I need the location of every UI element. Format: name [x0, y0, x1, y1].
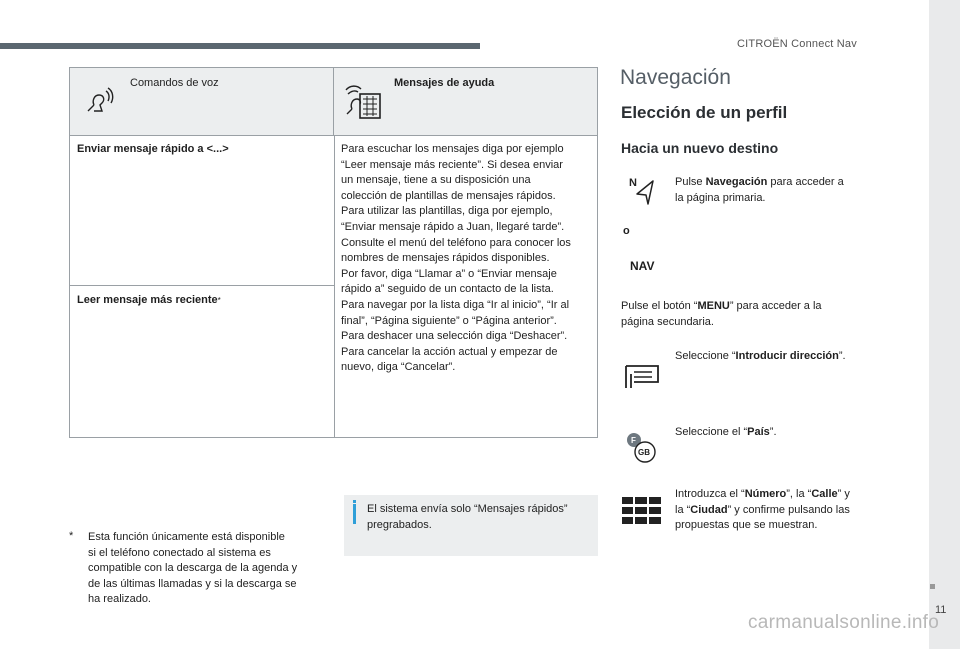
step-press-menu: Pulse el botón “MENU” para acceder a la página secundaria. [621, 300, 822, 328]
step-enter-number-street-city: Introduzca el “Número”, la “Calle” y la “Ciudad” y confirme pulsando las propuestas que se muestran. [675, 488, 850, 532]
address-entry-icon [622, 360, 662, 392]
page-number: 11 [935, 604, 947, 616]
voice-help-icon [342, 80, 386, 124]
country-flag-icon [624, 430, 664, 466]
page-margin-strip [929, 0, 960, 649]
voice-command-icon [80, 83, 116, 119]
or-label: o [623, 225, 630, 237]
flag-icon-letter-f: F [631, 436, 636, 445]
table-column-divider [334, 135, 335, 438]
navigation-icon [628, 175, 660, 207]
step-enter-address: Seleccione “Introducir dirección”. [675, 350, 846, 362]
col-header-help: Mensajes de ayuda [394, 77, 495, 89]
section-heading: Hacia un nuevo destino [621, 140, 779, 156]
header-rule [0, 43, 480, 49]
section-subtitle: Elección de un perfil [621, 103, 788, 122]
info-icon-dot [353, 500, 356, 503]
col-header-commands: Comandos de voz [130, 77, 219, 89]
navigation-icon-letter: N [629, 177, 637, 189]
voice-commands-table [69, 67, 598, 438]
step-select-country: Seleccione el “País”. [675, 426, 777, 438]
step-press-navigation: Pulse Navegación para acceder a la página primaria. [675, 176, 844, 204]
info-icon [353, 504, 356, 524]
footnote-text: Esta función únicamente está disponible si el teléfono conectado al sistema es compatible con la descarga de la agenda y de las últimas llamadas y si la descarga se ha realizado. [88, 531, 298, 606]
help-message-block: Para escuchar los mensajes diga por ejemplo “Leer mensaje más reciente”. Si desea enviar un mensaje, tiene a su disposición una colección de plantillas de mensajes rápidos. Para utilizar las plantillas, diga por ejemplo, “Enviar mensaje rápido a Juan, llegaré tarde”. Consulte el menú del teléfono para conocer los nombres de mensajes rápidos disponibles. Por favor, diga “Llamar a” o “Enviar mensaje rápido a” seguido de un contacto de la lista. Para navegar por la lista diga “Ir al inicio”, “Ir al final”, “Página siguiente” o “Página anterior”. Para deshacer una selección diga “Deshacer”. Para cancelar la acción actual y empezar de nuevo, diga “Cancelar”. [341, 143, 571, 374]
watermark: carmanualsonline.info [748, 612, 940, 633]
nav-button-icon: NAV [630, 259, 655, 273]
keypad-icon [622, 497, 662, 527]
brand-label: CITROËN Connect Nav [737, 38, 857, 50]
continuation-marker [930, 584, 935, 589]
footnote-marker: * [69, 530, 74, 542]
flag-icon-letters-gb: GB [638, 448, 650, 457]
command-read-latest: Leer mensaje más reciente* [77, 294, 221, 306]
table-row-divider [70, 285, 334, 286]
command-send-quick-message: Enviar mensaje rápido a <...> [77, 143, 229, 155]
header-cell-commands [70, 68, 334, 135]
info-note-text: El sistema envía solo “Mensajes rápidos” pregrabados. [367, 503, 568, 531]
header-cell-help [334, 68, 597, 135]
section-title: Navegación [620, 66, 731, 89]
